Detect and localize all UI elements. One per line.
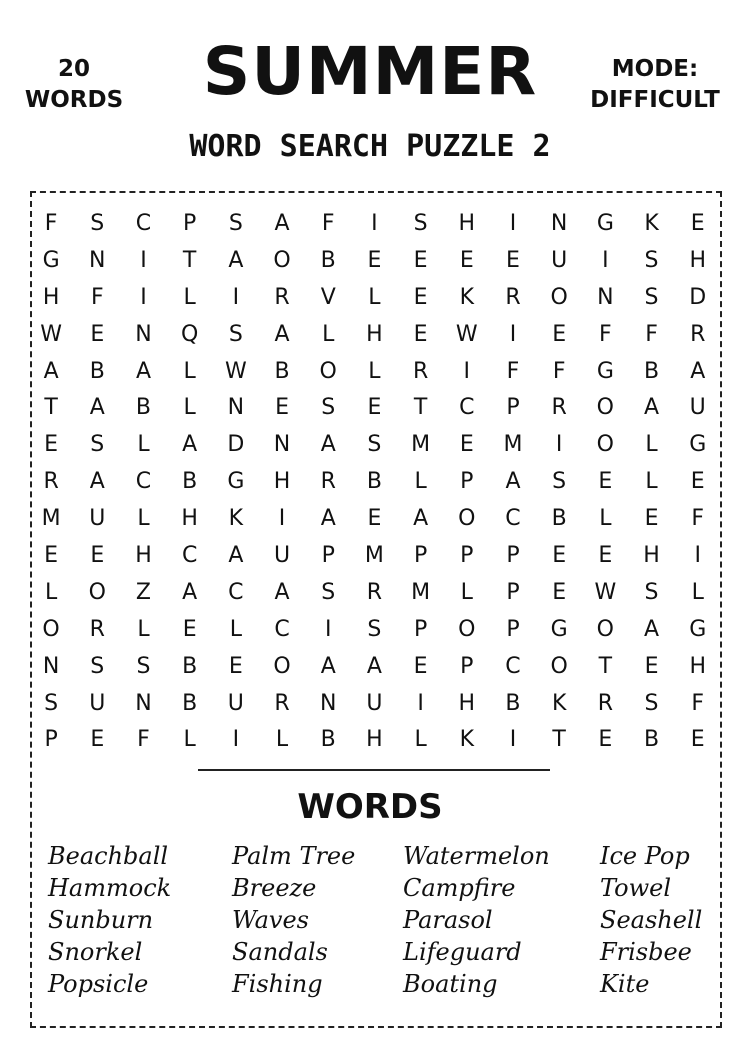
- grid-cell[interactable]: L: [368, 284, 381, 310]
- grid-cell[interactable]: S: [228, 211, 243, 236]
- grid-cell[interactable]: F: [691, 690, 705, 716]
- grid-cell[interactable]: H: [458, 690, 476, 716]
- grid-cell[interactable]: B: [551, 506, 567, 532]
- grid-cell[interactable]: L: [414, 727, 427, 753]
- grid-cell[interactable]: P: [321, 543, 335, 569]
- grid-cell[interactable]: E: [644, 653, 659, 679]
- grid-cell[interactable]: B: [320, 247, 336, 273]
- grid-cell[interactable]: P: [460, 543, 474, 569]
- grid-cell[interactable]: N: [227, 395, 245, 421]
- word-item: Lifeguard: [403, 938, 522, 966]
- word-item: Sandals: [232, 938, 328, 966]
- grid-cell[interactable]: I: [509, 321, 517, 347]
- grid-cell[interactable]: H: [689, 247, 706, 273]
- grid-cell[interactable]: E: [275, 395, 289, 421]
- grid-cell[interactable]: R: [412, 358, 429, 384]
- grid-cell[interactable]: E: [598, 469, 613, 495]
- grid-cell[interactable]: A: [89, 395, 105, 421]
- grid-cell[interactable]: Q: [180, 321, 199, 347]
- grid-cell[interactable]: U: [366, 690, 383, 716]
- grid-cell[interactable]: E: [413, 321, 428, 347]
- grid-cell[interactable]: H: [366, 727, 383, 753]
- grid-cell[interactable]: E: [690, 727, 705, 753]
- grid-cell[interactable]: K: [459, 727, 474, 753]
- grid-cell[interactable]: U: [273, 543, 291, 569]
- grid-cell[interactable]: A: [320, 432, 336, 458]
- grid-cell[interactable]: O: [42, 616, 60, 642]
- grid-cell[interactable]: N: [42, 653, 60, 679]
- grid-cell[interactable]: A: [690, 358, 706, 384]
- grid-cell[interactable]: L: [645, 469, 658, 495]
- grid-row: [28, 575, 722, 612]
- grid-cell[interactable]: B: [135, 395, 152, 421]
- grid-cell[interactable]: I: [140, 247, 147, 273]
- grid-cell[interactable]: E: [413, 284, 428, 310]
- word-count-text: WORDS: [24, 87, 124, 113]
- grid-cell[interactable]: M: [364, 543, 384, 569]
- grid-cell[interactable]: S: [413, 211, 428, 236]
- grid-cell[interactable]: E: [506, 247, 520, 273]
- grid-cell[interactable]: U: [89, 506, 106, 532]
- grid-cell[interactable]: O: [596, 616, 614, 642]
- grid-cell[interactable]: N: [135, 321, 152, 347]
- grid-cell[interactable]: E: [44, 543, 59, 569]
- grid-cell[interactable]: S: [228, 321, 243, 347]
- grid-cell[interactable]: L: [229, 616, 242, 642]
- grid-cell[interactable]: I: [232, 727, 240, 753]
- grid-cell[interactable]: F: [321, 211, 335, 236]
- grid-cell[interactable]: N: [550, 211, 568, 236]
- grid-cell[interactable]: F: [552, 358, 566, 384]
- word-item: Frisbee: [600, 938, 692, 966]
- grid-cell[interactable]: O: [319, 358, 337, 384]
- grid-cell[interactable]: G: [596, 211, 614, 236]
- grid-cell[interactable]: R: [366, 579, 383, 605]
- grid-cell[interactable]: W: [455, 321, 478, 347]
- grid-cell[interactable]: B: [274, 358, 290, 384]
- grid-cell[interactable]: L: [460, 579, 473, 605]
- grid-cell[interactable]: P: [460, 469, 474, 495]
- word-item: Campfire: [403, 874, 516, 902]
- grid-cell[interactable]: K: [228, 506, 244, 532]
- grid-cell[interactable]: R: [320, 469, 336, 495]
- grid-cell[interactable]: S: [90, 653, 105, 679]
- grid-row: [28, 243, 722, 280]
- grid-cell[interactable]: D: [689, 284, 707, 310]
- grid-cell[interactable]: O: [458, 506, 476, 532]
- grid-cell[interactable]: S: [367, 616, 382, 642]
- grid-cell[interactable]: A: [505, 469, 521, 495]
- grid-cell[interactable]: E: [552, 321, 567, 347]
- grid-row: [28, 354, 722, 391]
- grid-cell[interactable]: A: [228, 543, 244, 569]
- grid-cell[interactable]: H: [366, 321, 383, 347]
- grid-row: [28, 390, 722, 427]
- grid-cell[interactable]: H: [181, 506, 198, 532]
- grid-cell[interactable]: H: [42, 284, 60, 310]
- grid-cell[interactable]: S: [90, 211, 105, 236]
- word-item: Parasol: [403, 906, 493, 934]
- word-item: Waves: [232, 906, 309, 934]
- grid-cell[interactable]: P: [183, 211, 197, 236]
- word-item: Breeze: [232, 874, 317, 902]
- grid-cell[interactable]: L: [645, 432, 658, 458]
- grid-row: [28, 427, 722, 464]
- grid-cell[interactable]: L: [183, 395, 196, 421]
- grid-cell[interactable]: S: [644, 579, 659, 605]
- grid-cell[interactable]: B: [505, 690, 521, 716]
- grid-cell[interactable]: B: [89, 358, 105, 384]
- grid-cell[interactable]: G: [42, 247, 60, 273]
- grid-cell[interactable]: I: [371, 211, 378, 236]
- grid-cell[interactable]: G: [689, 432, 707, 458]
- grid-cell[interactable]: C: [459, 395, 475, 421]
- grid-cell[interactable]: A: [182, 579, 198, 605]
- grid-cell[interactable]: A: [274, 579, 290, 605]
- grid-cell[interactable]: N: [273, 432, 291, 458]
- grid-cell[interactable]: M: [41, 506, 61, 532]
- grid-cell[interactable]: E: [44, 432, 59, 458]
- grid-cell[interactable]: E: [552, 543, 567, 569]
- grid-cell[interactable]: I: [509, 727, 517, 753]
- grid-cell[interactable]: W: [224, 358, 247, 384]
- grid-cell[interactable]: F: [691, 506, 705, 532]
- grid-cell[interactable]: E: [90, 543, 105, 569]
- grid-cell[interactable]: B: [643, 727, 660, 753]
- word-item: Palm Tree: [232, 842, 356, 870]
- grid-cell[interactable]: V: [320, 284, 336, 310]
- grid-cell[interactable]: G: [689, 616, 707, 642]
- grid-cell[interactable]: E: [90, 727, 105, 753]
- grid-cell[interactable]: E: [413, 247, 428, 273]
- grid-cell[interactable]: B: [182, 690, 198, 716]
- grid-cell[interactable]: E: [598, 543, 613, 569]
- grid-cell[interactable]: L: [368, 358, 381, 384]
- grid-cell[interactable]: U: [551, 247, 568, 273]
- grid-cell[interactable]: H: [643, 543, 660, 569]
- grid-cell[interactable]: L: [183, 727, 196, 753]
- grid-row: [28, 538, 722, 575]
- grid-cell[interactable]: I: [278, 506, 286, 532]
- grid-cell[interactable]: B: [366, 469, 382, 495]
- grid-cell[interactable]: H: [273, 469, 291, 495]
- grid-cell[interactable]: A: [228, 247, 244, 273]
- grid-cell[interactable]: C: [181, 543, 198, 569]
- grid-cell[interactable]: I: [232, 284, 240, 310]
- grid-cell[interactable]: A: [366, 653, 382, 679]
- grid-cell[interactable]: G: [227, 469, 245, 495]
- grid-cell[interactable]: F: [90, 284, 104, 310]
- grid-cell[interactable]: C: [274, 616, 290, 642]
- mode-value: DIFFICULT: [590, 87, 720, 113]
- grid-row: [28, 317, 722, 354]
- grid-cell[interactable]: S: [367, 432, 382, 458]
- grid-cell[interactable]: F: [506, 358, 520, 384]
- grid-cell[interactable]: E: [690, 211, 705, 236]
- grid-cell[interactable]: I: [463, 358, 471, 384]
- grid-row: [28, 501, 722, 538]
- grid-cell[interactable]: A: [413, 506, 429, 532]
- grid-cell[interactable]: M: [411, 579, 431, 605]
- grid-cell[interactable]: I: [140, 284, 147, 310]
- grid-cell[interactable]: A: [135, 358, 151, 384]
- grid-cell[interactable]: E: [690, 469, 705, 495]
- grid-cell[interactable]: L: [137, 432, 150, 458]
- grid-cell[interactable]: R: [505, 284, 521, 310]
- grid-cell[interactable]: B: [182, 469, 198, 495]
- grid-cell[interactable]: E: [367, 395, 382, 421]
- letter-grid: [28, 206, 722, 759]
- grid-cell[interactable]: U: [227, 690, 244, 716]
- word-item: Ice Pop: [600, 842, 690, 870]
- puzzle-subtitle: WORD SEARCH PUZZLE 2: [189, 129, 551, 164]
- grid-cell[interactable]: S: [90, 432, 105, 458]
- grid-cell[interactable]: O: [273, 247, 291, 273]
- grid-cell[interactable]: S: [644, 690, 659, 716]
- grid-cell[interactable]: F: [645, 321, 658, 347]
- grid-cell[interactable]: G: [550, 616, 568, 642]
- grid-cell[interactable]: E: [90, 321, 105, 347]
- word-list-column-3: [403, 840, 550, 1000]
- grid-cell[interactable]: E: [644, 506, 659, 532]
- word-item: Hammock: [48, 874, 172, 902]
- grid-cell[interactable]: I: [555, 432, 563, 458]
- grid-cell[interactable]: B: [182, 653, 198, 679]
- grid-cell[interactable]: S: [321, 395, 336, 421]
- grid-cell[interactable]: S: [644, 247, 659, 273]
- word-item: Watermelon: [403, 842, 550, 870]
- grid-cell[interactable]: R: [43, 469, 59, 495]
- grid-cell[interactable]: F: [137, 727, 150, 753]
- grid-cell[interactable]: D: [227, 432, 245, 458]
- grid-cell[interactable]: E: [552, 579, 567, 605]
- grid-cell[interactable]: O: [550, 653, 568, 679]
- grid-cell[interactable]: P: [44, 727, 58, 753]
- grid-cell[interactable]: I: [509, 211, 517, 236]
- grid-cell[interactable]: S: [644, 284, 659, 310]
- grid-cell[interactable]: O: [88, 579, 106, 605]
- grid-cell[interactable]: N: [597, 284, 614, 310]
- grid-cell[interactable]: L: [275, 727, 289, 753]
- grid-cell[interactable]: L: [183, 284, 196, 310]
- word-item: Boating: [403, 970, 498, 998]
- grid-cell[interactable]: A: [644, 395, 660, 421]
- mode-caption: MODE:: [611, 56, 699, 82]
- grid-cell[interactable]: K: [644, 211, 659, 236]
- word-item: Beachball: [48, 842, 169, 870]
- grid-cell[interactable]: W: [594, 579, 617, 605]
- grid-cell[interactable]: P: [413, 616, 428, 642]
- grid-cell[interactable]: T: [552, 727, 566, 753]
- grid-cell[interactable]: L: [137, 506, 150, 532]
- grid-cell[interactable]: T: [598, 653, 613, 679]
- grid-cell[interactable]: N: [135, 690, 152, 716]
- grid-cell[interactable]: R: [89, 616, 105, 642]
- grid-row: [28, 649, 722, 686]
- grid-cell[interactable]: O: [273, 653, 291, 679]
- grid-cell[interactable]: T: [182, 247, 197, 273]
- grid-cell[interactable]: N: [319, 690, 337, 716]
- grid-cell[interactable]: M: [411, 432, 431, 458]
- grid-cell[interactable]: K: [459, 284, 474, 310]
- grid-cell[interactable]: G: [596, 358, 614, 384]
- grid-cell[interactable]: E: [459, 247, 474, 273]
- grid-cell[interactable]: O: [596, 432, 614, 458]
- word-count-number: 20: [57, 56, 90, 82]
- word-list-column-1: [48, 840, 171, 1000]
- grid-cell[interactable]: Z: [135, 579, 151, 605]
- grid-cell[interactable]: O: [596, 395, 614, 421]
- grid-cell[interactable]: O: [458, 616, 476, 642]
- grid-cell[interactable]: R: [551, 395, 567, 421]
- grid-row: [28, 464, 722, 501]
- grid-cell[interactable]: C: [505, 506, 521, 532]
- puzzle-title: SUMMER: [202, 33, 538, 110]
- grid-cell[interactable]: L: [691, 579, 704, 605]
- grid-cell[interactable]: P: [460, 653, 474, 679]
- grid-cell[interactable]: C: [228, 579, 244, 605]
- grid-cell[interactable]: P: [413, 543, 428, 569]
- grid-cell[interactable]: K: [551, 690, 567, 716]
- grid-cell[interactable]: R: [274, 284, 290, 310]
- grid-row: [28, 612, 722, 649]
- grid-cell[interactable]: L: [137, 616, 150, 642]
- grid-cell[interactable]: L: [44, 579, 58, 605]
- grid-cell[interactable]: I: [694, 543, 701, 569]
- word-item: Seashell: [600, 906, 703, 934]
- grid-cell[interactable]: H: [458, 211, 476, 236]
- grid-cell[interactable]: I: [324, 616, 332, 642]
- grid-cell[interactable]: L: [183, 358, 196, 384]
- grid-cell[interactable]: A: [182, 432, 198, 458]
- grid-row: [28, 722, 722, 759]
- grid-cell[interactable]: H: [135, 543, 152, 569]
- grid-cell[interactable]: I: [602, 247, 609, 273]
- grid-cell[interactable]: E: [459, 432, 474, 458]
- word-item: Kite: [600, 970, 650, 998]
- grid-cell[interactable]: L: [414, 469, 427, 495]
- grid-cell[interactable]: S: [136, 653, 151, 679]
- grid-cell[interactable]: S: [321, 579, 336, 605]
- grid-cell[interactable]: P: [506, 543, 520, 569]
- grid-cell[interactable]: T: [413, 395, 428, 421]
- grid-cell[interactable]: A: [320, 506, 336, 532]
- grid-cell[interactable]: B: [320, 727, 336, 753]
- word-list-column-4: [600, 840, 702, 1000]
- word-item: Snorkel: [48, 938, 143, 966]
- grid-cell[interactable]: L: [322, 321, 335, 347]
- grid-cell[interactable]: A: [274, 211, 290, 236]
- grid-cell[interactable]: E: [367, 506, 382, 532]
- word-item: Sunburn: [48, 906, 154, 934]
- word-item: Popsicle: [48, 970, 149, 998]
- grid-row: [28, 280, 722, 317]
- grid-cell[interactable]: U: [689, 395, 706, 421]
- grid-cell[interactable]: L: [599, 506, 612, 532]
- grid-cell[interactable]: S: [552, 469, 567, 495]
- mode-label: [572, 54, 738, 116]
- grid-cell[interactable]: F: [44, 211, 58, 236]
- word-list-column-2: [232, 840, 355, 1000]
- word-item: Fishing: [232, 970, 323, 998]
- grid-cell[interactable]: C: [135, 469, 152, 495]
- grid-cell[interactable]: A: [644, 616, 660, 642]
- grid-cell[interactable]: R: [597, 690, 613, 716]
- grid-cell[interactable]: E: [182, 616, 197, 642]
- grid-cell[interactable]: P: [506, 616, 520, 642]
- words-heading: WORDS: [297, 787, 443, 827]
- word-item: Towel: [600, 874, 672, 902]
- grid-cell[interactable]: E: [367, 247, 382, 273]
- grid-cell[interactable]: P: [506, 579, 520, 605]
- grid-cell[interactable]: S: [44, 690, 59, 716]
- grid-row: [28, 206, 722, 243]
- grid-cell[interactable]: I: [417, 690, 424, 716]
- grid-cell[interactable]: C: [505, 653, 521, 679]
- grid-cell[interactable]: T: [44, 395, 58, 421]
- grid-cell[interactable]: E: [228, 653, 243, 679]
- grid-cell[interactable]: B: [643, 358, 660, 384]
- grid-cell[interactable]: M: [503, 432, 523, 458]
- grid-cell[interactable]: A: [320, 653, 336, 679]
- grid-cell[interactable]: H: [689, 653, 706, 679]
- grid-cell[interactable]: E: [598, 727, 613, 753]
- grid-cell[interactable]: F: [599, 321, 612, 347]
- grid-cell[interactable]: N: [89, 247, 106, 273]
- grid-cell[interactable]: O: [550, 284, 568, 310]
- grid-cell[interactable]: C: [135, 211, 152, 236]
- grid-cell[interactable]: A: [43, 358, 59, 384]
- grid-cell[interactable]: E: [413, 653, 428, 679]
- grid-cell[interactable]: W: [40, 321, 62, 347]
- grid-row: [28, 686, 722, 723]
- grid-cell[interactable]: U: [89, 690, 106, 716]
- grid-cell[interactable]: R: [690, 321, 706, 347]
- divider-line: [198, 769, 550, 771]
- grid-cell[interactable]: P: [506, 395, 520, 421]
- grid-cell[interactable]: A: [274, 321, 290, 347]
- grid-cell[interactable]: R: [274, 690, 290, 716]
- grid-cell[interactable]: A: [89, 469, 105, 495]
